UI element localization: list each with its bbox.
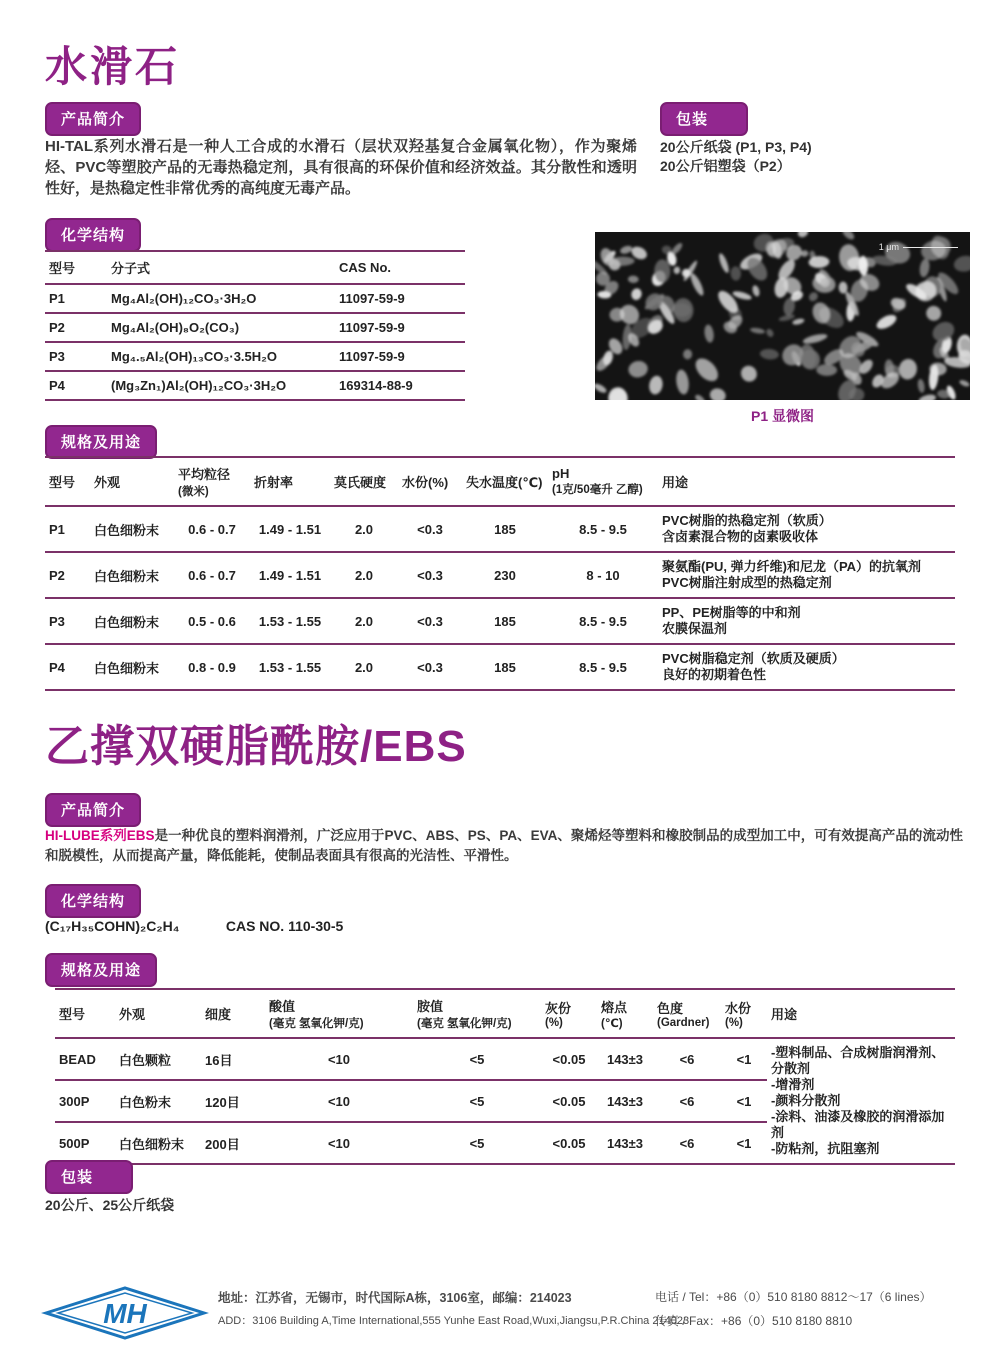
section-badge-chem-structure-hydro: 化学结构 xyxy=(45,218,141,252)
cell-ash: <0.05 xyxy=(541,1038,597,1080)
scale-bar-line xyxy=(903,247,958,248)
cell-model: P4 xyxy=(45,644,90,690)
cell-moisture: <1 xyxy=(721,1122,767,1164)
cell-appearance: 白色细粉末 xyxy=(90,552,174,598)
cell-appearance: 白色细粉末 xyxy=(90,598,174,644)
col-header-acid-value: 酸值 (毫克 氢氧化钾/克) xyxy=(265,989,413,1038)
sem-micrograph-image xyxy=(595,232,970,400)
section-badge-chem-structure-ebs: 化学结构 xyxy=(45,884,141,918)
table-row xyxy=(45,342,465,371)
cell-refractive-index: 1.53 - 1.55 xyxy=(250,644,330,690)
cell-model: 500P xyxy=(55,1122,115,1164)
section-badge-spec-hydro: 规格及用途 xyxy=(45,425,157,459)
scale-bar xyxy=(879,242,958,252)
col-header-ash: 灰份 (%) xyxy=(541,989,597,1038)
hydro-packaging-line-1: 20公斤纸袋 (P1, P3, P4) xyxy=(660,139,812,155)
cell-dehydration-temp: 185 xyxy=(462,598,548,644)
svg-text:MH: MH xyxy=(103,1298,147,1329)
cell-appearance: 白色粉末 xyxy=(115,1080,201,1122)
sem-particles-graphic xyxy=(595,232,970,400)
cell-acid-value: <10 xyxy=(265,1038,413,1080)
cell-model: P1 xyxy=(45,284,107,313)
cell-mohs: 2.0 xyxy=(330,552,398,598)
col-header-dehydration-temp: 失水温度(℃) xyxy=(462,457,548,506)
footer-address-cn: 地址：江苏省，无锡市，时代国际A栋，3106室，邮编：214023 xyxy=(218,1291,572,1305)
cell-model: P2 xyxy=(45,313,107,342)
page-title-hydrotalcite: 水滑石 xyxy=(45,43,181,90)
cell-fineness: 200目 xyxy=(201,1122,265,1164)
cell-fineness: 16目 xyxy=(201,1038,265,1080)
cell-model: P3 xyxy=(45,598,90,644)
col-header-formula: 分子式 xyxy=(107,251,335,284)
cell-dehydration-temp: 230 xyxy=(462,552,548,598)
cell-cas: 11097-59-9 xyxy=(335,313,465,342)
footer-fax: 传真 / Fax：+86（0）510 8180 8810 xyxy=(655,1314,853,1328)
col-header-moisture: 水份 (%) xyxy=(721,989,767,1038)
cell-formula: Mg₄Al₂(OH)₁₂CO₃·3H₂O xyxy=(107,284,335,313)
cell-model: BEAD xyxy=(55,1038,115,1080)
cell-appearance: 白色颗粒 xyxy=(115,1038,201,1080)
col-header-particle-size: 平均粒径 (微米) xyxy=(174,457,250,506)
footer-address-en: ADD：3106 Building A,Time International,555 Yunhe East Road,Wuxi,Jiangsu,P.R.China 214023 xyxy=(218,1315,690,1327)
cell-melting-point: 143±3 xyxy=(597,1080,653,1122)
table-header-row xyxy=(45,251,465,284)
cell-mohs: 2.0 xyxy=(330,598,398,644)
cell-dehydration-temp: 185 xyxy=(462,506,548,552)
cell-amine-value: <5 xyxy=(413,1122,541,1164)
cell-color-gardner: <6 xyxy=(653,1080,721,1122)
cell-ph: 8 - 10 xyxy=(548,552,658,598)
cell-refractive-index: 1.53 - 1.55 xyxy=(250,598,330,644)
cell-particle-size: 0.6 - 0.7 xyxy=(174,552,250,598)
hydro-spec-table xyxy=(45,456,955,691)
cell-melting-point: 143±3 xyxy=(597,1122,653,1164)
table-row xyxy=(45,598,955,644)
cell-model: P3 xyxy=(45,342,107,371)
cell-mohs: 2.0 xyxy=(330,506,398,552)
cell-color-gardner: <6 xyxy=(653,1038,721,1080)
ebs-packaging-line: 20公斤、25公斤纸袋 xyxy=(45,1197,175,1213)
table-row xyxy=(45,644,955,690)
col-header-fineness: 细度 xyxy=(201,989,265,1038)
cell-refractive-index: 1.49 - 1.51 xyxy=(250,506,330,552)
col-header-refractive-index: 折射率 xyxy=(250,457,330,506)
cell-particle-size: 0.8 - 0.9 xyxy=(174,644,250,690)
cell-uses: PP、PE树脂等的中和剂 农膜保温剂 xyxy=(658,598,955,644)
company-logo xyxy=(40,1282,210,1344)
col-header-moisture: 水份(%) xyxy=(398,457,462,506)
cell-moisture: <0.3 xyxy=(398,644,462,690)
ebs-spec-table xyxy=(55,988,955,1165)
table-row xyxy=(45,371,465,400)
cell-color-gardner: <6 xyxy=(653,1122,721,1164)
cell-ash: <0.05 xyxy=(541,1122,597,1164)
ebs-cas-number: CAS NO. 110-30-5 xyxy=(225,918,344,934)
mh-diamond-logo-icon xyxy=(40,1282,210,1344)
cell-ash: <0.05 xyxy=(541,1080,597,1122)
micrograph-caption: P1 显微图 xyxy=(750,408,814,424)
col-header-melting-point: 熔点 (℃) xyxy=(597,989,653,1038)
scale-bar-label: 1 μm xyxy=(878,242,899,252)
footer-tel: 电话 / Tel：+86（0）510 8180 8812～17（6 lines） xyxy=(655,1290,932,1304)
cell-amine-value: <5 xyxy=(413,1038,541,1080)
cell-ph: 8.5 - 9.5 xyxy=(548,644,658,690)
col-header-mohs-hardness: 莫氏硬度 xyxy=(330,457,398,506)
cell-formula: (Mg₃Zn₁)Al₂(OH)₁₂CO₃·3H₂O xyxy=(107,371,335,400)
cell-particle-size: 0.5 - 0.6 xyxy=(174,598,250,644)
col-header-model: 型号 xyxy=(45,251,107,284)
cell-appearance: 白色细粉末 xyxy=(90,506,174,552)
cell-dehydration-temp: 185 xyxy=(462,644,548,690)
cell-model: P1 xyxy=(45,506,90,552)
section-badge-packaging-ebs: 包装 xyxy=(45,1160,133,1194)
cell-moisture: <1 xyxy=(721,1080,767,1122)
cell-uses: PVC树脂稳定剂（软质及硬质） 良好的初期着色性 xyxy=(658,644,955,690)
cell-ph: 8.5 - 9.5 xyxy=(548,598,658,644)
cell-uses: PVC树脂的热稳定剂（软质） 含卤素混合物的卤素吸收体 xyxy=(658,506,955,552)
ebs-chemical-formula: (C₁₇H₃₅COHN)₂C₂H₄ xyxy=(45,918,180,934)
section-badge-product-intro-ebs: 产品简介 xyxy=(45,793,141,827)
col-header-color-gardner: 色度 (Gardner) xyxy=(653,989,721,1038)
ebs-brand-name: HI-LUBE系列EBS xyxy=(45,828,155,843)
ebs-intro-rest: 是一种优良的塑料润滑剂，广泛应用于PVC、ABS、PS、PA、EVA、聚烯烃等塑料和橡胶制品的成型加工中，可有效提高产品的流动性和脱模性，从而提高产量，降低能耗，使制品表面具有很高的光洁性、平滑性。 xyxy=(45,828,963,863)
chem-structure-table xyxy=(45,250,465,401)
cell-formula: Mg₄Al₂(OH)₈O₂(CO₃) xyxy=(107,313,335,342)
cell-model: 300P xyxy=(55,1080,115,1122)
cell-model: P2 xyxy=(45,552,90,598)
cell-appearance: 白色细粉末 xyxy=(115,1122,201,1164)
col-header-appearance: 外观 xyxy=(115,989,201,1038)
section-badge-spec-ebs: 规格及用途 xyxy=(45,953,157,987)
cell-acid-value: <10 xyxy=(265,1122,413,1164)
cell-mohs: 2.0 xyxy=(330,644,398,690)
col-header-uses: 用途 xyxy=(658,457,955,506)
cell-uses-merged: -塑料制品、合成树脂润滑剂、分散剂 -增滑剂 -颜料分散剂 -涂料、油漆及橡胶的润滑添加剂 -防粘剂，抗阻塞剂 xyxy=(767,1038,955,1164)
cell-melting-point: 143±3 xyxy=(597,1038,653,1080)
cell-uses: 聚氨酯(PU, 弹力纤维)和尼龙（PA）的抗氧剂 PVC树脂注射成型的热稳定剂 xyxy=(658,552,955,598)
table-row xyxy=(45,552,955,598)
col-header-model: 型号 xyxy=(55,989,115,1038)
table-row xyxy=(45,506,955,552)
cell-moisture: <0.3 xyxy=(398,552,462,598)
col-header-appearance: 外观 xyxy=(90,457,174,506)
hydro-intro-paragraph: HI-TAL系列水滑石是一种人工合成的水滑石（层状双羟基复合金属氧化物），作为聚烯烃、PVC等塑胶产品的无毒热稳定剂，具有很高的环保价值和经济效益。其分散性和透明性好，是热稳定性非常优秀的高纯度无毒产品。 xyxy=(45,138,637,197)
cell-ph: 8.5 - 9.5 xyxy=(548,506,658,552)
section-badge-packaging-hydro: 包装 xyxy=(660,102,748,136)
hydro-packaging-line-2: 20公斤铝塑袋（P2） xyxy=(660,158,791,174)
ebs-intro-paragraph xyxy=(45,826,963,866)
cell-cas: 169314-88-9 xyxy=(335,371,465,400)
col-header-ph: pH (1克/50毫升 乙醇) xyxy=(548,457,658,506)
cell-moisture: <0.3 xyxy=(398,598,462,644)
cell-fineness: 120目 xyxy=(201,1080,265,1122)
cell-amine-value: <5 xyxy=(413,1080,541,1122)
col-header-model: 型号 xyxy=(45,457,90,506)
col-header-amine-value: 胺值 (毫克 氢氧化钾/克) xyxy=(413,989,541,1038)
cell-moisture: <1 xyxy=(721,1038,767,1080)
cell-cas: 11097-59-9 xyxy=(335,284,465,313)
cell-acid-value: <10 xyxy=(265,1080,413,1122)
cell-cas: 11097-59-9 xyxy=(335,342,465,371)
col-header-uses: 用途 xyxy=(767,989,955,1038)
table-header-row xyxy=(55,989,955,1038)
cell-refractive-index: 1.49 - 1.51 xyxy=(250,552,330,598)
cell-model: P4 xyxy=(45,371,107,400)
cell-formula: Mg₄.₅Al₂(OH)₁₃CO₃·3.5H₂O xyxy=(107,342,335,371)
table-row xyxy=(45,284,465,313)
table-header-row xyxy=(45,457,955,506)
table-row xyxy=(45,313,465,342)
page-title-ebs: 乙撑双硬脂酰胺/EBS xyxy=(45,722,467,771)
cell-particle-size: 0.6 - 0.7 xyxy=(174,506,250,552)
section-badge-product-intro: 产品简介 xyxy=(45,102,141,136)
cell-moisture: <0.3 xyxy=(398,506,462,552)
table-row xyxy=(55,1038,955,1080)
col-header-cas: CAS No. xyxy=(335,251,465,284)
cell-appearance: 白色细粉末 xyxy=(90,644,174,690)
